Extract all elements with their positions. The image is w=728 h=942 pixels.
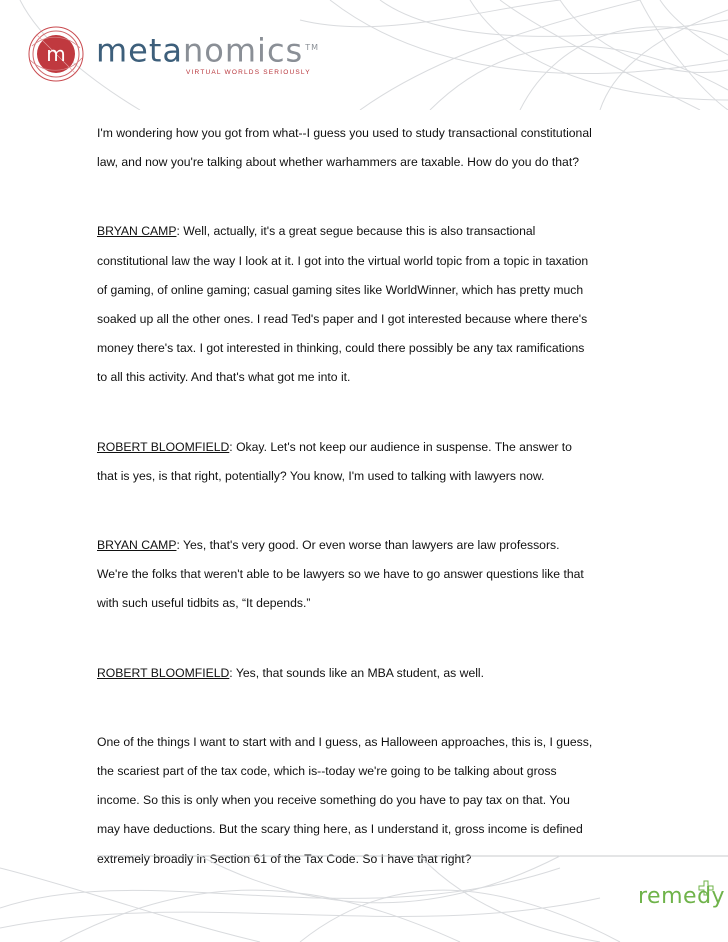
line-text: money there's tax. I got interested in thinking, could there possibly be any tax ramifications: [97, 341, 585, 356]
transcript-paragraph: [97, 119, 657, 177]
footer-decorative-lines: [0, 848, 728, 942]
transcript-line: [97, 589, 657, 618]
line-text: : Yes, that sounds like an MBA student, as well.: [229, 665, 485, 680]
line-text: We're the folks that weren't able to be lawyers so we have to go answer questions like that: [97, 567, 584, 582]
transcript-paragraph: [97, 217, 657, 392]
logo-tagline: VIRTUAL WORLDS SERIOUSLY: [186, 69, 311, 76]
transcript-line: [97, 247, 657, 276]
line-text: with such useful tidbits as, “It depends.”: [97, 596, 311, 611]
logo-wordmark: [96, 30, 319, 69]
line-text: may have deductions. But the scary thing here, as I understand it, gross income is defined: [97, 822, 583, 837]
line-text: to all this activity. And that's what got me into it.: [97, 370, 351, 385]
transcript-line: [97, 757, 657, 786]
line-text: : Well, actually, it's a great segue because this is also transactional: [176, 224, 536, 239]
line-text: income. So this is only when you receive something do you have to pay tax on that. You: [97, 793, 570, 808]
transcript-line: [97, 786, 657, 815]
logo-word-meta: meta: [96, 31, 184, 70]
metanomics-logo: [26, 22, 326, 92]
transcript-line: [97, 462, 657, 491]
transcript-line: [97, 433, 657, 462]
line-text: that is yes, is that right, potentially? You know, I'm used to talking with lawyers now.: [97, 468, 545, 483]
line-text: One of the things I want to start with and I guess, as Halloween approaches, this is, I guess,: [97, 734, 593, 749]
line-text: extremely broadly in Section 61 of the Tax Code. So I have that right?: [97, 851, 472, 866]
line-text: constitutional law the way I look at it. I got into the virtual world topic from a topic in taxation: [97, 253, 589, 268]
line-text: : Yes, that's very good. Or even worse than lawyers are law professors.: [176, 538, 560, 553]
transcript-line: [97, 119, 657, 148]
logo-m-emblem-icon: [26, 24, 86, 84]
transcript-line: [97, 560, 657, 589]
speaker-name: ROBERT BLOOMFIELD: [97, 665, 230, 680]
transcript-line: [97, 531, 657, 560]
line-text: the scariest part of the tax code, which is--today we're going to be talking about gross: [97, 764, 557, 779]
transcript-line: [97, 217, 657, 246]
line-text: soaked up all the other ones. I read Ted's paper and I got interested because where there's: [97, 312, 588, 327]
speaker-name: ROBERT BLOOMFIELD: [97, 439, 230, 454]
transcript-line: [97, 148, 657, 177]
transcript-line: [97, 334, 657, 363]
transcript-paragraph: [97, 659, 657, 688]
transcript-body: [97, 119, 657, 914]
line-text: law, and now you're talking about whether warhammers are taxable. How do you do that?: [97, 155, 579, 170]
transcript-paragraph: [97, 531, 657, 619]
transcript-paragraph: [97, 433, 657, 491]
transcript-line: [97, 728, 657, 757]
transcript-line: [97, 659, 657, 688]
transcript-line: [97, 815, 657, 844]
svg-text:m: m: [46, 42, 66, 66]
remedy-cross-icon: [698, 880, 714, 898]
transcript-line: [97, 305, 657, 334]
transcript-line: [97, 276, 657, 305]
speaker-name: BRYAN CAMP: [97, 224, 177, 239]
footer-brand-remedy: remedy: [638, 884, 726, 909]
speaker-name: BRYAN CAMP: [97, 538, 177, 553]
transcript-line: [97, 363, 657, 392]
line-text: I'm wondering how you got from what--I guess you used to study transactional constitutional: [97, 126, 592, 140]
line-text: : Okay. Let's not keep our audience in suspense. The answer to: [229, 439, 572, 454]
logo-word-nomics: nomics: [183, 31, 304, 70]
line-text: of gaming, of online gaming; casual gaming sites like WorldWinner, which has pretty much: [97, 282, 584, 297]
logo-trademark: TM: [305, 43, 319, 52]
